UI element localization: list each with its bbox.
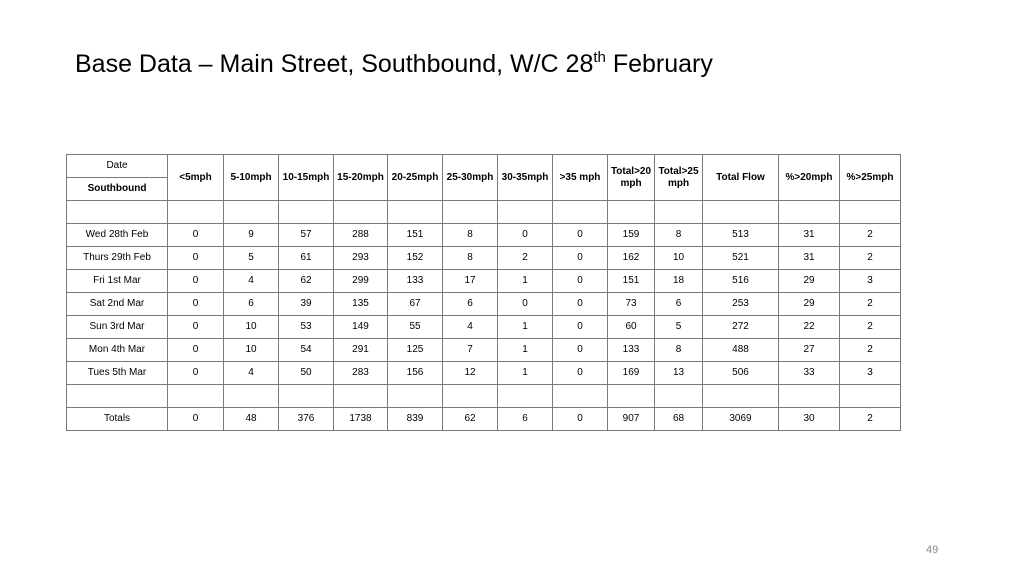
empty-cell — [224, 201, 279, 224]
table-cell: 133 — [388, 270, 443, 293]
table-cell: 293 — [334, 247, 388, 270]
table-cell: 60 — [608, 316, 655, 339]
empty-cell — [779, 385, 840, 408]
table-row — [67, 316, 901, 339]
table-row — [67, 224, 901, 247]
column-header: <5mph — [168, 155, 224, 201]
table-cell: 9 — [224, 224, 279, 247]
column-header: Total Flow — [703, 155, 779, 201]
table-row — [67, 339, 901, 362]
column-header: 15-20mph — [334, 155, 388, 201]
empty-cell — [703, 201, 779, 224]
spacer-row — [67, 385, 901, 408]
table-cell: 3069 — [703, 408, 779, 431]
table-cell: 152 — [388, 247, 443, 270]
empty-cell — [608, 385, 655, 408]
table-cell: 0 — [168, 316, 224, 339]
empty-cell — [67, 385, 168, 408]
table-cell: 4 — [224, 362, 279, 385]
table-cell: 31 — [779, 247, 840, 270]
table-cell: 0 — [553, 408, 608, 431]
table-cell: 0 — [553, 293, 608, 316]
table-cell: 272 — [703, 316, 779, 339]
table-cell: 67 — [388, 293, 443, 316]
table-cell: 10 — [655, 247, 703, 270]
empty-cell — [840, 201, 901, 224]
table-cell: 291 — [334, 339, 388, 362]
table-cell: 0 — [498, 293, 553, 316]
table-cell: 53 — [279, 316, 334, 339]
empty-cell — [168, 385, 224, 408]
title-superscript: th — [593, 49, 606, 66]
table-cell: 29 — [779, 270, 840, 293]
table-cell: 62 — [279, 270, 334, 293]
table-cell: 0 — [168, 293, 224, 316]
empty-cell — [553, 385, 608, 408]
table-cell: 488 — [703, 339, 779, 362]
table-cell: 0 — [553, 247, 608, 270]
table-cell: 1 — [498, 339, 553, 362]
table-cell: 73 — [608, 293, 655, 316]
table-cell: 133 — [608, 339, 655, 362]
table-cell: 6 — [498, 408, 553, 431]
empty-cell — [168, 201, 224, 224]
table-row — [67, 293, 901, 316]
column-header: 25-30mph — [443, 155, 498, 201]
date-header: Date — [67, 155, 168, 178]
empty-cell — [388, 201, 443, 224]
column-header: 30-35mph — [498, 155, 553, 201]
table-cell: 29 — [779, 293, 840, 316]
table-cell: 5 — [655, 316, 703, 339]
title-main: Base Data – Main Street, Southbound, W/C 28 — [75, 50, 594, 78]
spacer-row — [67, 201, 901, 224]
empty-cell — [388, 385, 443, 408]
column-header: Total>20 mph — [608, 155, 655, 201]
table-cell: 27 — [779, 339, 840, 362]
empty-cell — [334, 201, 388, 224]
row-label: Thurs 29th Feb — [67, 247, 168, 270]
table-cell: 0 — [553, 316, 608, 339]
table-cell: 4 — [224, 270, 279, 293]
empty-cell — [553, 201, 608, 224]
table-cell: 2 — [840, 293, 901, 316]
empty-cell — [840, 385, 901, 408]
table-cell: 1 — [498, 362, 553, 385]
row-label: Totals — [67, 408, 168, 431]
table-cell: 376 — [279, 408, 334, 431]
table-cell: 156 — [388, 362, 443, 385]
empty-cell — [703, 385, 779, 408]
table-cell: 159 — [608, 224, 655, 247]
column-header: 20-25mph — [388, 155, 443, 201]
table-body — [67, 201, 901, 431]
table-cell: 7 — [443, 339, 498, 362]
table-cell: 18 — [655, 270, 703, 293]
table-cell: 8 — [655, 339, 703, 362]
speed-data-table — [66, 154, 901, 431]
direction-header: Southbound — [67, 178, 168, 201]
table-cell: 3 — [840, 362, 901, 385]
table-cell: 253 — [703, 293, 779, 316]
table-cell: 1 — [498, 316, 553, 339]
column-header: 10-15mph — [279, 155, 334, 201]
table-cell: 0 — [168, 408, 224, 431]
empty-cell — [498, 385, 553, 408]
table-cell: 0 — [553, 224, 608, 247]
table-cell: 0 — [553, 270, 608, 293]
table-cell: 17 — [443, 270, 498, 293]
empty-cell — [779, 201, 840, 224]
empty-cell — [279, 201, 334, 224]
column-header: Total>25 mph — [655, 155, 703, 201]
table-cell: 125 — [388, 339, 443, 362]
title-tail: February — [605, 50, 713, 78]
table-cell: 8 — [443, 224, 498, 247]
table-cell: 0 — [168, 247, 224, 270]
table-cell: 513 — [703, 224, 779, 247]
table-cell: 6 — [655, 293, 703, 316]
table-cell: 48 — [224, 408, 279, 431]
table-cell: 288 — [334, 224, 388, 247]
table-cell: 8 — [655, 224, 703, 247]
table-cell: 2 — [840, 408, 901, 431]
totals-row — [67, 408, 901, 431]
empty-cell — [224, 385, 279, 408]
table-cell: 6 — [443, 293, 498, 316]
table-cell: 33 — [779, 362, 840, 385]
table-cell: 521 — [703, 247, 779, 270]
table-cell: 0 — [553, 339, 608, 362]
row-label: Tues 5th Mar — [67, 362, 168, 385]
table-cell: 13 — [655, 362, 703, 385]
table-cell: 54 — [279, 339, 334, 362]
empty-cell — [67, 201, 168, 224]
page-number: 49 — [926, 544, 939, 556]
table-cell: 0 — [168, 339, 224, 362]
column-header: %>25mph — [840, 155, 901, 201]
empty-cell — [608, 201, 655, 224]
table-cell: 8 — [443, 247, 498, 270]
row-label: Sat 2nd Mar — [67, 293, 168, 316]
table-cell: 31 — [779, 224, 840, 247]
table-cell: 2 — [498, 247, 553, 270]
column-header: >35 mph — [553, 155, 608, 201]
table-cell: 2 — [840, 224, 901, 247]
table-cell: 1 — [498, 270, 553, 293]
empty-cell — [443, 201, 498, 224]
empty-cell — [655, 201, 703, 224]
table-cell: 0 — [553, 362, 608, 385]
table-cell: 149 — [334, 316, 388, 339]
empty-cell — [498, 201, 553, 224]
table-cell: 0 — [168, 270, 224, 293]
table-cell: 3 — [840, 270, 901, 293]
column-header: 5-10mph — [224, 155, 279, 201]
table-cell: 62 — [443, 408, 498, 431]
table-cell: 839 — [388, 408, 443, 431]
table-cell: 68 — [655, 408, 703, 431]
table-cell: 0 — [168, 224, 224, 247]
row-label: Mon 4th Mar — [67, 339, 168, 362]
table-cell: 283 — [334, 362, 388, 385]
empty-cell — [279, 385, 334, 408]
table-row — [67, 362, 901, 385]
table-cell: 299 — [334, 270, 388, 293]
table-cell: 2 — [840, 339, 901, 362]
table-row — [67, 247, 901, 270]
table-cell: 0 — [498, 224, 553, 247]
table-cell: 5 — [224, 247, 279, 270]
row-label: Fri 1st Mar — [67, 270, 168, 293]
table-cell: 39 — [279, 293, 334, 316]
table-cell: 516 — [703, 270, 779, 293]
table-cell: 6 — [224, 293, 279, 316]
slide-title — [75, 50, 713, 79]
table-cell: 506 — [703, 362, 779, 385]
header-row — [67, 155, 901, 178]
row-label: Wed 28th Feb — [67, 224, 168, 247]
empty-cell — [443, 385, 498, 408]
table-cell: 55 — [388, 316, 443, 339]
table-cell: 162 — [608, 247, 655, 270]
table-cell: 12 — [443, 362, 498, 385]
table-cell: 2 — [840, 247, 901, 270]
table-cell: 2 — [840, 316, 901, 339]
table-cell: 10 — [224, 316, 279, 339]
table-cell: 0 — [168, 362, 224, 385]
table-cell: 1738 — [334, 408, 388, 431]
table-cell: 22 — [779, 316, 840, 339]
empty-cell — [334, 385, 388, 408]
table-cell: 907 — [608, 408, 655, 431]
empty-cell — [655, 385, 703, 408]
table-cell: 4 — [443, 316, 498, 339]
table-cell: 50 — [279, 362, 334, 385]
column-header: %>20mph — [779, 155, 840, 201]
row-label: Sun 3rd Mar — [67, 316, 168, 339]
table-row — [67, 270, 901, 293]
table-cell: 169 — [608, 362, 655, 385]
table-cell: 10 — [224, 339, 279, 362]
table-cell: 30 — [779, 408, 840, 431]
table-cell: 61 — [279, 247, 334, 270]
table-cell: 57 — [279, 224, 334, 247]
table-cell: 135 — [334, 293, 388, 316]
table-cell: 151 — [388, 224, 443, 247]
table-cell: 151 — [608, 270, 655, 293]
